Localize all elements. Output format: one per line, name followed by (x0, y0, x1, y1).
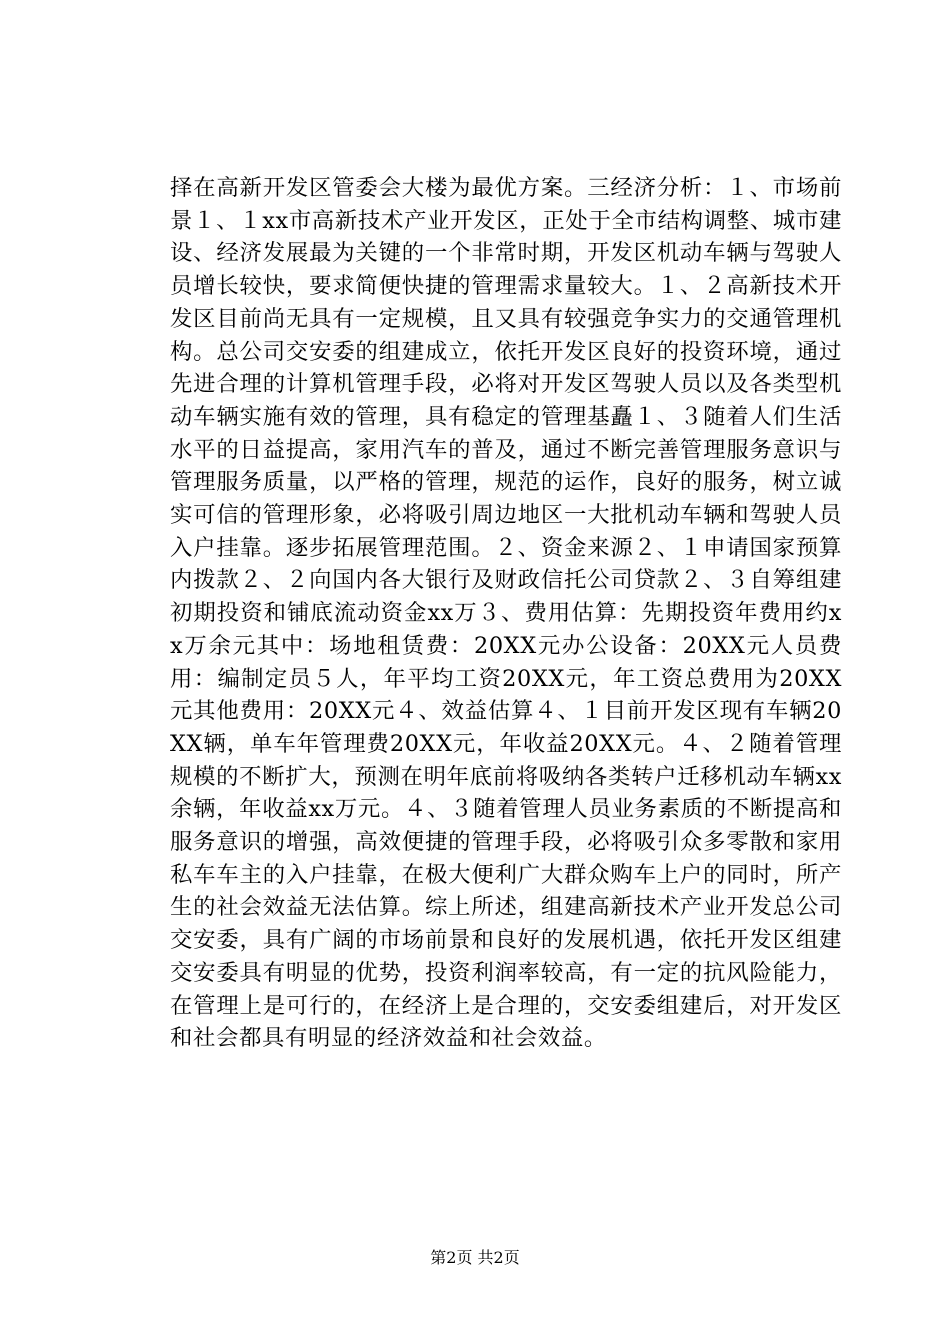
body-paragraph: 择在高新开发区管委会大楼为最优方案。三经济分析：１、市场前景１、１xx市高新技术产业开发区，正处于全市结构调整、城市建设、经济发展最为关键的一个非常时期，开发区机动车辆与驾驶人员增长较快，要求简便快捷的管理需求量较大。１、２高新技术开发区目前尚无具有一定规模，且又具有较强竞争实力的交通管理机构。总公司交安委的组建成立，依托开发区良好的投资环境，通过先进合理的计算机管理手段，必将对开发区驾驶人员以及各类型机动车辆实施有效的管理，具有稳定的管理基矗１、３随着人们生活水平的日益提高，家用汽车的普及，通过不断完善管理服务意识与管理服务质量，以严格的管理，规范的运作，良好的服务，树立诚实可信的管理形象，必将吸引周边地区一大批机动车辆和驾驶人员入户挂靠。逐步拓展管理范围。２、资金来源２、１申请国家预算内拨款２、２向国内各大银行及财政信托公司贷款２、３自筹组建初期投资和铺底流动资金xx万３、费用估算：先期投资年费用约xx万余元其中：场地租赁费：20XX元办公设备：20XX元人员费用：编制定员５人，年平均工资20XX元，年工资总费用为20XX元其他费用：20XX元４、效益估算４、１目前开发区现有车辆20XX辆，单车年管理费20XX元，年收益20XX元。４、２随着管理规模的不断扩大，预测在明年底前将吸纳各类转户迁移机动车辆xx余辆，年收益xx万元。４、３随着管理人员业务素质的不断提高和服务意识的增强，高效便捷的管理手段，必将吸引众多零散和家用私车车主的入户挂靠，在极大便利广大群众购车上户的同时，所产生的社会效益无法估算。综上所述，组建高新技术产业开发总公司交安委，具有广阔的市场前景和良好的发展机遇，依托开发区组建交安委具有明显的优势，投资利润率较高，有一定的抗风险能力，在管理上是可行的，在经济上是合理的，交安委组建后，对开发区和社会都具有明显的经济效益和社会效益。 (170, 175, 842, 1052)
page-number-footer: 第2页 共2页 (430, 1248, 520, 1267)
